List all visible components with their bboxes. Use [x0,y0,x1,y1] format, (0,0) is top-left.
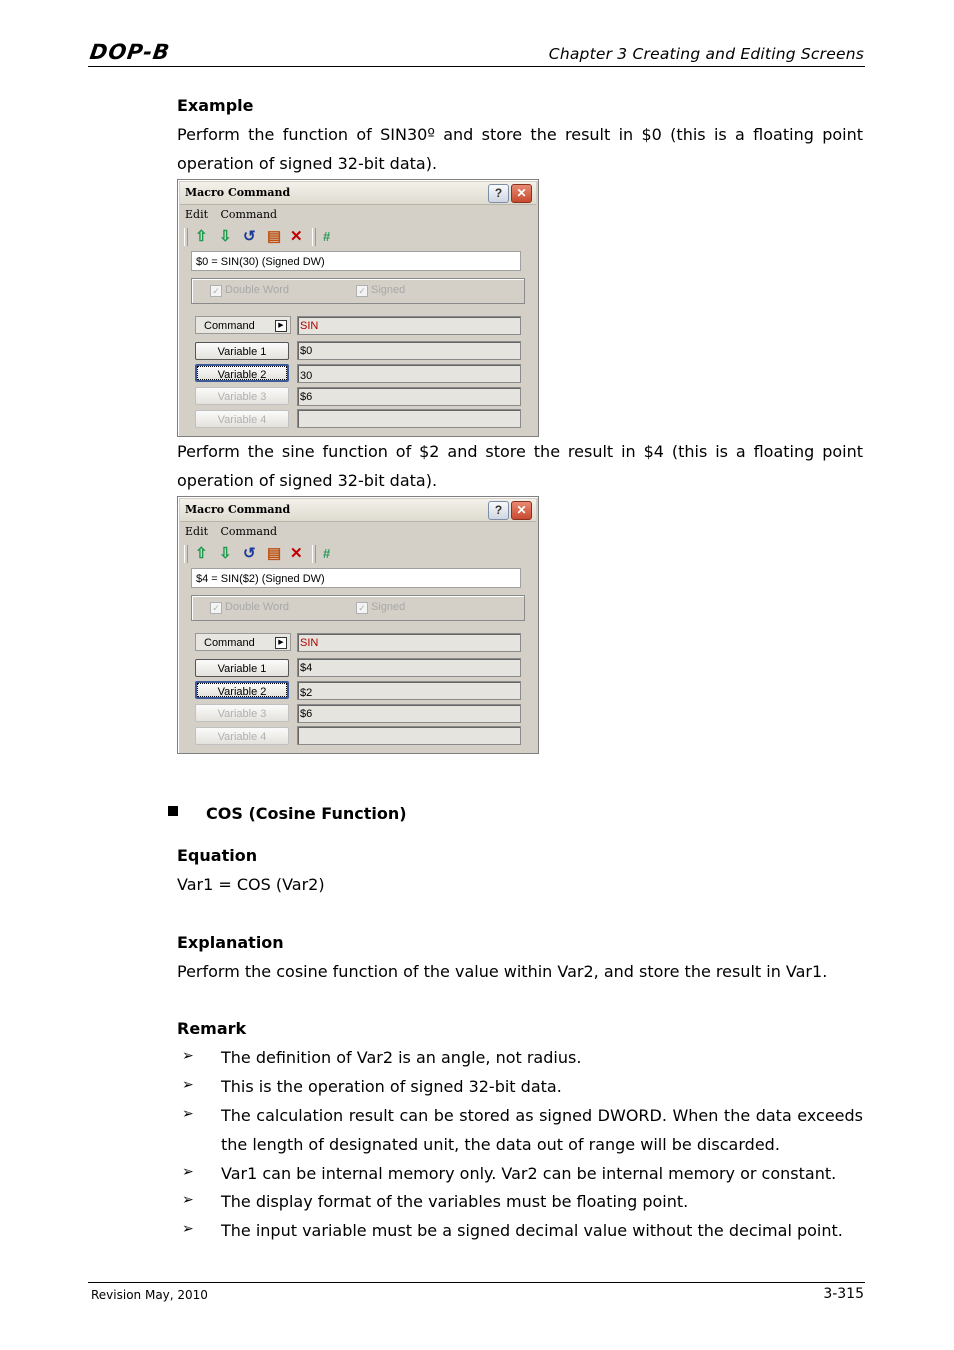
menu-command[interactable]: Command [220,208,278,221]
variable-3-field: $6 [297,387,521,406]
remark-item: This is the operation of signed 32-bit data. [221,1077,562,1096]
command-dropdown-icon[interactable]: ▶ [275,637,287,649]
signed-label: Signed [371,601,406,613]
menu-edit[interactable]: Edit [185,208,209,221]
arrow-bullet-icon: ➢ [182,1077,194,1093]
arrow-bullet-icon: ➢ [182,1048,194,1064]
header-rule [88,66,865,67]
move-down-icon[interactable]: ⇩ [219,228,232,245]
cos-heading: COS (Cosine Function) [206,804,407,823]
menu-command[interactable]: Command [220,525,278,538]
variable-2-button[interactable]: Variable 2 [195,364,289,382]
remark-item: The definition of Var2 is an angle, not radius. [221,1048,582,1067]
hash-icon[interactable]: # [323,546,331,561]
expression-display: $4 = SIN($2) (Signed DW) [191,568,521,588]
variable-4-button: Variable 4 [195,727,289,745]
menu-edit[interactable]: Edit [185,525,209,538]
delete-icon[interactable]: ✕ [290,545,303,562]
variable-1-button[interactable]: Variable 1 [195,342,289,360]
command-field[interactable]: SIN [297,316,521,335]
variable-4-field [297,409,521,428]
footer-rule [88,1282,865,1283]
toolbar [184,226,530,248]
variable-2-field[interactable]: $2 [297,681,521,700]
example-heading: Example [177,96,254,115]
example-para2-line2: operation of signed 32-bit data). [177,471,438,490]
section-bullet-icon [168,806,178,816]
explanation-heading: Explanation [177,933,284,952]
expression-display: $0 = SIN(30) (Signed DW) [191,251,521,271]
toolbar-separator-2 [312,228,316,246]
move-up-icon[interactable]: ⇧ [195,228,208,245]
dop-b-logo: DOP-B [88,40,172,64]
signed-label: Signed [371,284,406,296]
arrow-bullet-icon: ➢ [182,1192,194,1208]
variable-3-button: Variable 3 [195,387,289,405]
toolbar [184,543,530,565]
save-icon[interactable]: ▤ [267,545,282,562]
example-para2-line1: Perform the sine function of $2 and store the result in $4 (this is a floating point [177,442,863,461]
command-label[interactable] [195,316,291,334]
double-word-label: Double Word [225,601,289,613]
arrow-bullet-icon: ➢ [182,1106,194,1122]
options-group [191,278,525,304]
menubar [185,208,286,221]
equation-text: Var1 = COS (Var2) [177,875,325,894]
variable-3-field: $6 [297,704,521,723]
example-para1-line1: Perform the function of SIN30º and store the result in $0 (this is a floating point [177,125,863,144]
delete-icon[interactable]: ✕ [290,228,303,245]
dialog-titlebar [180,182,536,205]
menubar [185,525,286,538]
help-button[interactable]: ? [488,184,509,203]
variable-2-field[interactable]: 30 [297,364,521,383]
move-down-icon[interactable]: ⇩ [219,545,232,562]
toolbar-separator [184,545,188,563]
variable-1-field[interactable]: $0 [297,341,521,360]
double-word-label: Double Word [225,284,289,296]
dialog-title: Macro Command [185,186,291,199]
chapter-title: Chapter 3 Creating and Editing Screens [548,45,864,63]
remark-item: The calculation result can be stored as signed DWORD. When the data exceeds [221,1106,863,1125]
dialog-title: Macro Command [185,503,291,516]
move-up-icon[interactable]: ⇧ [195,545,208,562]
save-icon[interactable]: ▤ [267,228,282,245]
variable-1-button[interactable]: Variable 1 [195,659,289,677]
revision-date: Revision May, 2010 [91,1288,208,1302]
remark-item: The display format of the variables must be floating point. [221,1192,689,1211]
variable-1-field[interactable]: $4 [297,658,521,677]
explanation-text: Perform the cosine function of the value within Var2, and store the result in Var1. [177,962,828,981]
macro-command-dialog-2 [177,496,539,754]
close-button[interactable]: ✕ [511,501,532,520]
signed-checkbox[interactable]: ✓ [356,602,368,614]
remark-heading: Remark [177,1019,247,1038]
arrow-bullet-icon: ➢ [182,1164,194,1180]
toolbar-separator-2 [312,545,316,563]
undo-icon[interactable]: ↺ [243,228,256,245]
example-para1-line2: operation of signed 32-bit data). [177,154,438,173]
remark-item: The input variable must be a signed decimal value without the decimal point. [221,1221,843,1240]
dialog-titlebar [180,499,536,522]
remark-item-continued: the length of designated unit, the data out of range will be discarded. [221,1135,780,1154]
toolbar-separator [184,228,188,246]
command-dropdown-icon[interactable]: ▶ [275,320,287,332]
help-button[interactable]: ? [488,501,509,520]
command-label[interactable] [195,633,291,651]
command-field[interactable]: SIN [297,633,521,652]
equation-heading: Equation [177,846,258,865]
close-button[interactable]: ✕ [511,184,532,203]
variable-2-button[interactable]: Variable 2 [195,681,289,699]
options-group [191,595,525,621]
arrow-bullet-icon: ➢ [182,1221,194,1237]
double-word-checkbox[interactable]: ✓ [210,602,222,614]
macro-command-dialog-1 [177,179,539,437]
remark-item: Var1 can be internal memory only. Var2 can be internal memory or constant. [221,1164,837,1183]
command-label-text: Command [204,320,255,332]
variable-4-button: Variable 4 [195,410,289,428]
undo-icon[interactable]: ↺ [243,545,256,562]
hash-icon[interactable]: # [323,229,331,244]
signed-checkbox[interactable]: ✓ [356,285,368,297]
page-number: 3-315 [823,1286,864,1302]
command-label-text: Command [204,637,255,649]
double-word-checkbox[interactable]: ✓ [210,285,222,297]
variable-3-button: Variable 3 [195,704,289,722]
variable-4-field [297,726,521,745]
